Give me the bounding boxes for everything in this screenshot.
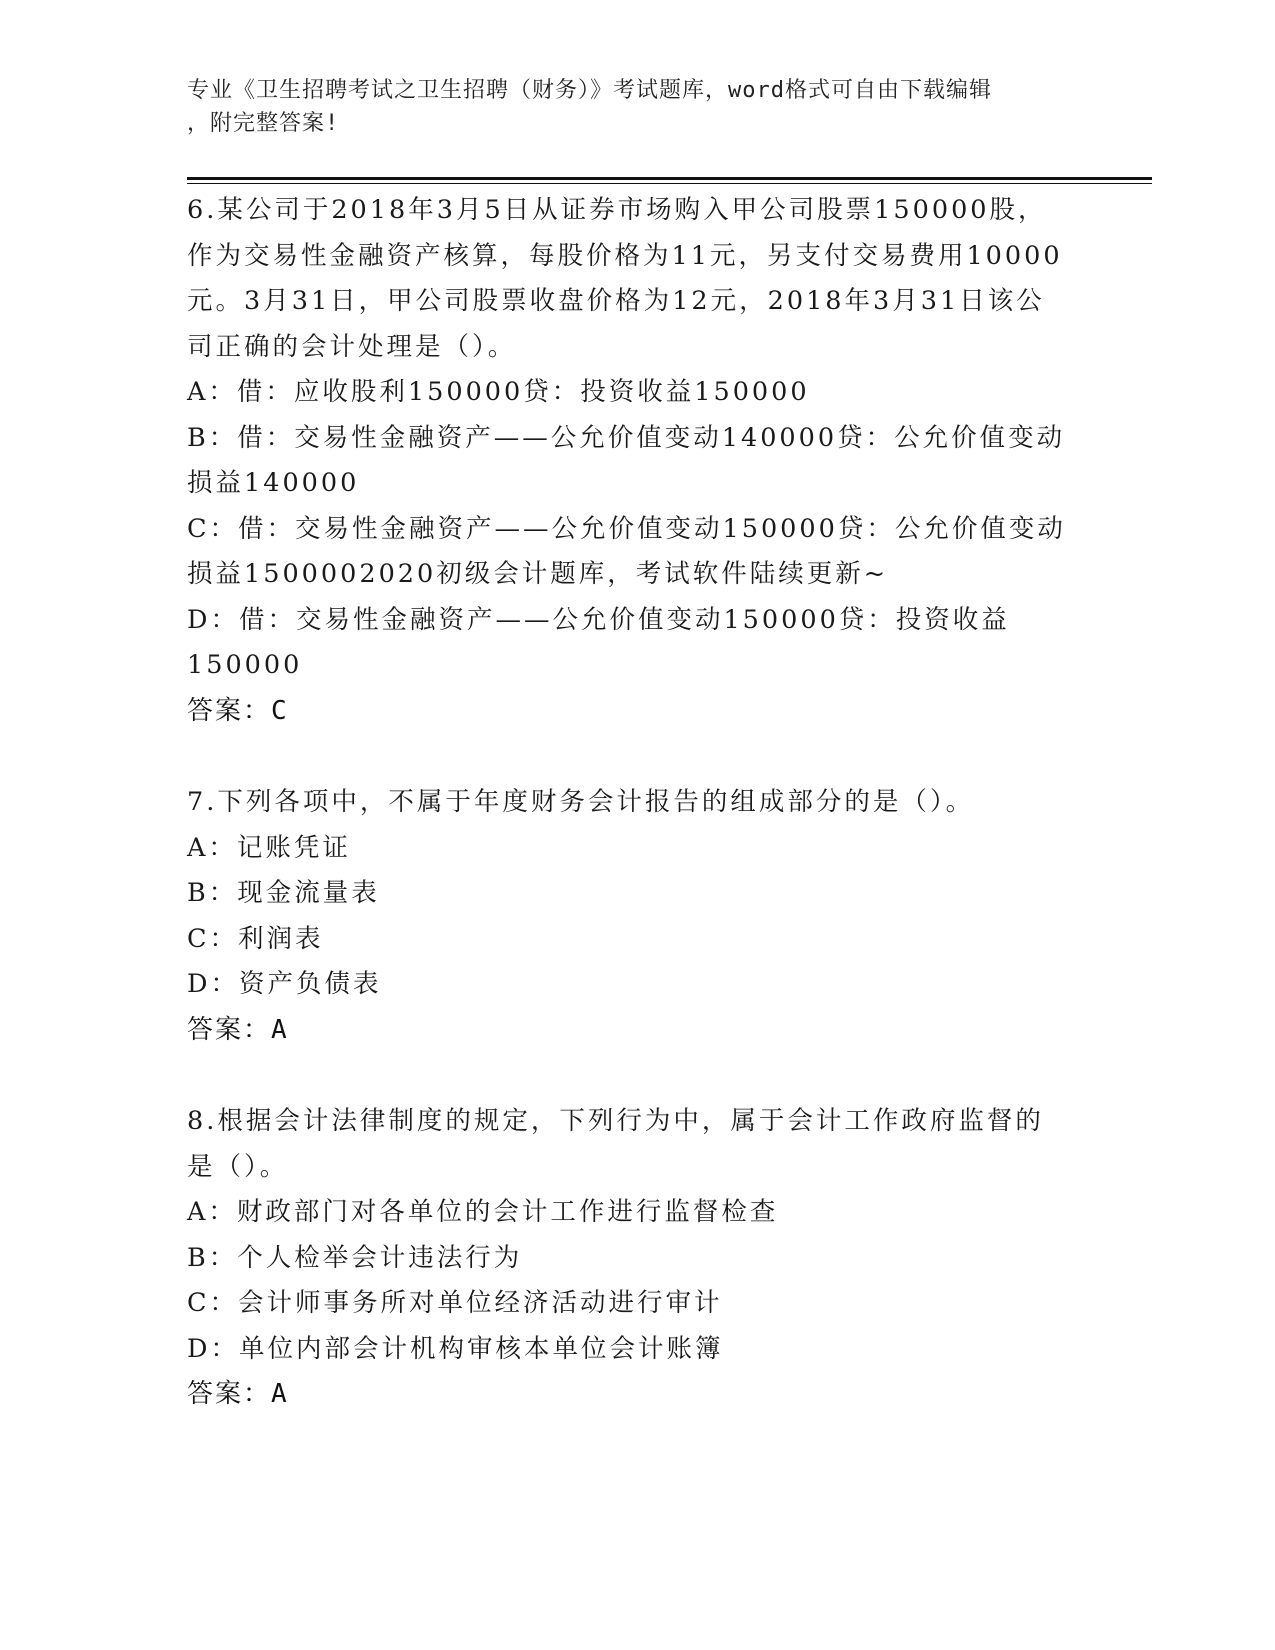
option-a: A：借：应收股利150000贷：投资收益150000 [187, 377, 810, 407]
answer [187, 689, 1067, 735]
answer-value: C [271, 695, 289, 726]
answer-label: 答案： [187, 695, 272, 726]
option-b: B：个人检举会计违法行为 [187, 1242, 523, 1273]
option-a: A：记账凭证 [187, 832, 351, 863]
answer-value: A [271, 1379, 289, 1409]
header-line-2: ，附完整答案! [187, 111, 340, 136]
question-list [187, 188, 1067, 1464]
option-d: D：单位内部会计机构审核本单位会计账簿 [187, 1333, 724, 1364]
header-line-1: 专业《卫生招聘考试之卫生招聘（财务）》考试题库，word格式可自由下载编辑 [187, 78, 992, 103]
header-divider-thick [187, 177, 1152, 180]
option-d: D：借：交易性金融资产——公允价值变动150000贷：投资收益150000 [187, 604, 1010, 680]
option-c: C：借：交易性金融资产——公允价值变动150000贷：公允价值变动损益1500002020初级会计题库，考试软件陆续更新~ [187, 513, 1066, 589]
question-stem: 6.某公司于2018年3月5日从证券市场购入甲公司股票150000股，作为交易性金融资产核算，每股价格为11元，另支付交易费用10000元。3月31日，甲公司股票收盘价格为12元，2018年3月31日该公司正确的会计处理是（）。 [187, 195, 1063, 362]
question-6 [187, 188, 1067, 734]
option-d: D：资产负债表 [187, 969, 382, 999]
answer-label: 答案： [187, 1379, 272, 1409]
option-a: A：财政部门对各单位的会计工作进行监督检查 [187, 1197, 779, 1227]
answer [187, 1372, 1067, 1418]
answer [187, 1008, 1067, 1054]
option-b: B：现金流量表 [187, 878, 380, 908]
option-b: B：借：交易性金融资产——公允价值变动140000贷：公允价值变动损益140000 [187, 422, 1066, 498]
question-stem: 8.根据会计法律制度的规定，下列行为中，属于会计工作政府监督的是（）。 [187, 1106, 1044, 1182]
page-header [187, 74, 1067, 140]
question-7 [187, 780, 1067, 1053]
answer-label: 答案： [187, 1014, 272, 1045]
question-8 [187, 1099, 1067, 1418]
question-stem: 7.下列各项中，不属于年度财务会计报告的组成部分的是（）。 [187, 787, 975, 817]
option-c: C：会计师事务所对单位经济活动进行审计 [187, 1288, 723, 1318]
header-divider-thin [187, 183, 1152, 184]
option-c: C：利润表 [187, 923, 324, 954]
answer-value: A [271, 1014, 289, 1045]
